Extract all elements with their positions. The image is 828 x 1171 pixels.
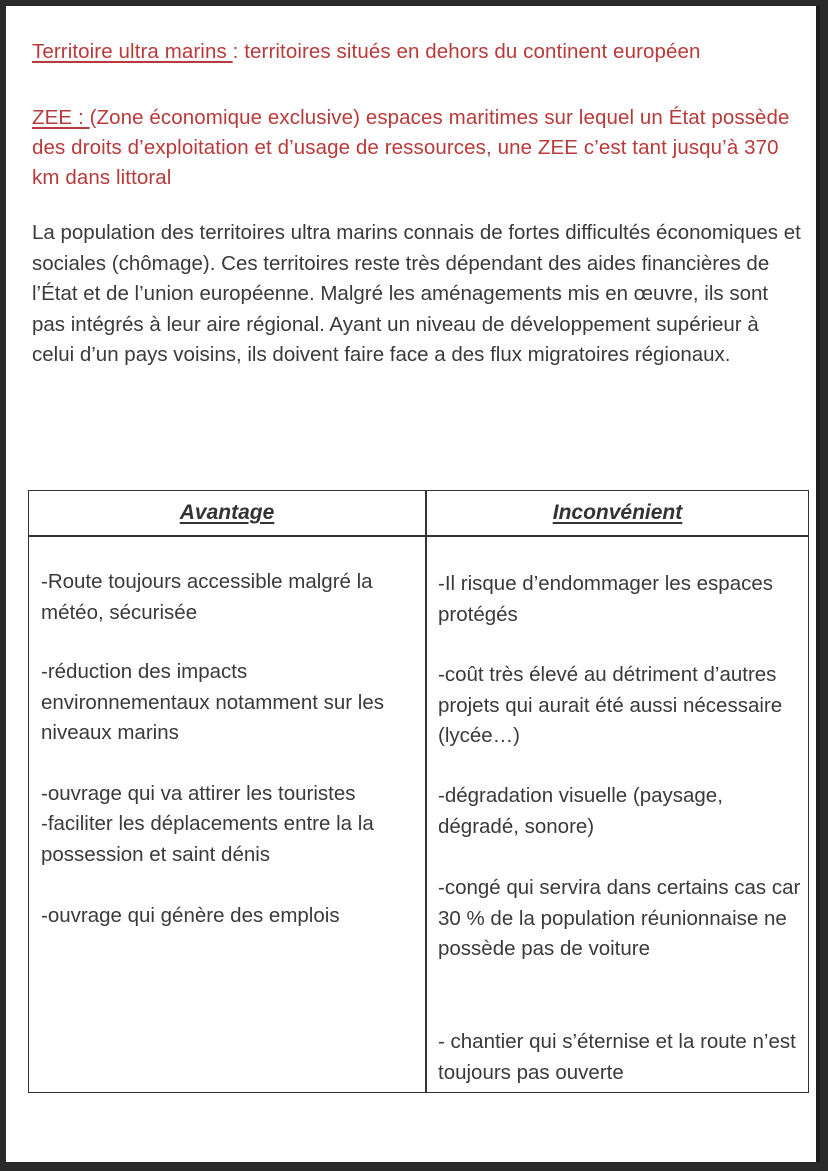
disadvantage-item: - chantier qui s’éternise et la route n’est toujours pas ouverte	[438, 1030, 796, 1084]
population-paragraph: La population des territoires ultra marins connais de fortes difficultés économiques et sociales (chômage). Ces territoires reste très dépendant des aides financières de l’État et de l’union européenne. Malgré les aménagements mis en œuvre, ils sont pas intégrés à leur aire régional. Ayant un niveau de développement supérieur à celui d’un pays voisins, ils doivent faire face a des flux migratoires régionaux.	[32, 221, 801, 367]
disadvantage-item: -dégradation visuelle (paysage, dégradé, sonore)	[438, 784, 723, 838]
table-column-divider	[425, 491, 427, 1092]
definition-territoire-text: : territoires situés en dehors du continent européen	[232, 40, 701, 63]
header-avantage: Avantage	[179, 501, 275, 524]
document-page	[6, 6, 820, 1162]
table-header-divider	[29, 535, 808, 537]
definition-zee-text: (Zone économique exclusive) espaces maritimes sur lequel un État possède des droits d’exploitation et d’usage de ressources, une ZEE c’est tant jusqu’à 370 km dans littoral	[32, 106, 790, 189]
definition-territoire	[32, 37, 701, 67]
advantage-item: -réduction des impacts environnementaux notamment sur les niveaux marins	[41, 660, 384, 744]
disadvantage-item: -Il risque d’endommager les espaces protégés	[438, 572, 773, 626]
header-inconvenient: Inconvénient	[552, 501, 683, 524]
disadvantage-item: -congé qui servira dans certains cas car 30 % de la population réunionnaise ne possède pas de voiture	[438, 876, 801, 960]
term-territoire: Territoire ultra marins	[32, 40, 233, 63]
definition-zee	[32, 103, 792, 193]
advantage-item: -Route toujours accessible malgré la météo, sécurisée	[41, 570, 373, 624]
advantage-item: -faciliter les déplacements entre la la possession et saint dénis	[41, 812, 374, 866]
advantage-item: -ouvrage qui va attirer les touristes	[41, 782, 356, 805]
advantage-item: -ouvrage qui génère des emplois	[41, 904, 340, 927]
term-zee: ZEE :	[32, 106, 90, 129]
pros-cons-table	[28, 490, 809, 1093]
disadvantage-item: -coût très élevé au détriment d’autres projets qui aurait été aussi nécessaire (lycée…)	[438, 663, 783, 747]
